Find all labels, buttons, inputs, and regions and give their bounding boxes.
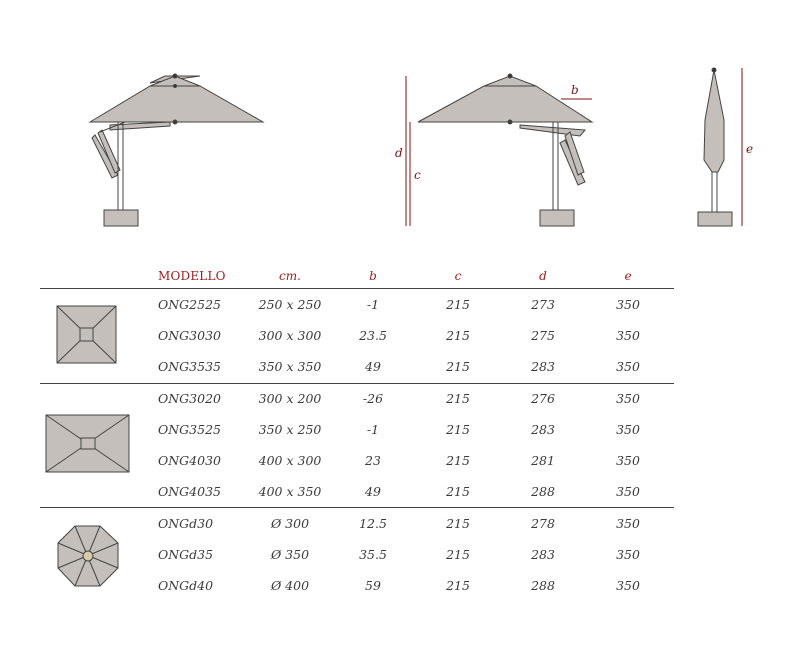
umbrella-side-view-2 [418, 74, 592, 226]
dimension-label-c: c [414, 168, 421, 182]
cell-d: 273 [531, 297, 555, 312]
header-e: e [624, 269, 632, 283]
cell-d: 275 [531, 328, 555, 343]
cell-c: 215 [446, 453, 470, 468]
cell-b: -26 [362, 391, 384, 406]
header-modello: MODELLO [158, 269, 226, 283]
cell-d: 278 [531, 516, 555, 531]
cell-c: 215 [446, 391, 470, 406]
umbrella-closed-view [698, 68, 732, 226]
cell-e: 350 [616, 453, 640, 468]
cell-b: 12.5 [359, 516, 387, 531]
cell-b: -1 [366, 422, 380, 437]
cell-e: 350 [616, 328, 640, 343]
header-b: b [369, 269, 377, 283]
dimension-label-d: d [395, 146, 403, 160]
cell-model: ONG3535 [158, 359, 221, 374]
cell-c: 215 [446, 422, 470, 437]
umbrella-side-view-1 [90, 74, 263, 226]
cell-d: 276 [531, 391, 555, 406]
table-row [0, 484, 800, 504]
cell-d: 288 [531, 578, 555, 593]
cell-model: ONG3020 [158, 391, 221, 406]
cell-d: 288 [531, 484, 555, 499]
square-canopy-icon [56, 305, 118, 365]
cell-e: 350 [616, 516, 640, 531]
cell-e: 350 [616, 422, 640, 437]
cell-model: ONG2525 [158, 297, 221, 312]
cell-model: ONGd30 [158, 516, 214, 531]
table-rule-group-2 [40, 383, 674, 384]
cell-c: 215 [446, 516, 470, 531]
table-row [0, 547, 800, 567]
cell-b: 23 [365, 453, 381, 468]
cell-model: ONG3525 [158, 422, 221, 437]
dimension-label-b: b [571, 83, 579, 97]
cell-size: 400 x 300 [258, 453, 322, 468]
cell-model: ONGd35 [158, 547, 214, 562]
cell-e: 350 [616, 578, 640, 593]
cell-b: -1 [366, 297, 380, 312]
cell-e: 350 [616, 484, 640, 499]
table-row [0, 328, 800, 348]
cell-model: ONGd40 [158, 578, 214, 593]
cell-model: ONG4035 [158, 484, 221, 499]
table-row [0, 391, 800, 411]
cell-c: 215 [446, 328, 470, 343]
cell-b: 49 [365, 484, 381, 499]
cell-b: 59 [365, 578, 381, 593]
rectangular-canopy-icon [45, 414, 131, 474]
cell-size: 300 x 300 [258, 328, 322, 343]
table-row [0, 578, 800, 598]
spec-table-header [0, 269, 800, 289]
table-row [0, 297, 800, 317]
cell-b: 49 [365, 359, 381, 374]
cell-b: 23.5 [359, 328, 387, 343]
cell-e: 350 [616, 391, 640, 406]
cell-c: 215 [446, 297, 470, 312]
cell-d: 283 [531, 422, 555, 437]
cell-d: 281 [531, 453, 555, 468]
cell-size: Ø 400 [270, 578, 310, 593]
cell-model: ONG3030 [158, 328, 221, 343]
cell-e: 350 [616, 547, 640, 562]
dimension-label-e: e [746, 142, 754, 156]
cell-e: 350 [616, 359, 640, 374]
dimension-lines-dc [406, 76, 410, 226]
cell-d: 283 [531, 359, 555, 374]
table-row [0, 516, 800, 536]
cell-size: 300 x 200 [258, 391, 322, 406]
cell-d: 283 [531, 547, 555, 562]
cell-c: 215 [446, 359, 470, 374]
cell-b: 35.5 [359, 547, 387, 562]
table-rule-top [40, 288, 674, 289]
umbrella-diagrams [0, 0, 800, 240]
table-row [0, 359, 800, 379]
cell-size: 250 x 250 [258, 297, 322, 312]
cell-model: ONG4030 [158, 453, 221, 468]
table-rule-group-3 [40, 507, 674, 508]
header-d: d [539, 269, 547, 283]
cell-size: Ø 300 [270, 516, 310, 531]
header-c: c [454, 269, 462, 283]
cell-c: 215 [446, 578, 470, 593]
cell-e: 350 [616, 297, 640, 312]
header-cm: cm. [279, 269, 301, 283]
cell-size: 350 x 250 [258, 422, 322, 437]
cell-c: 215 [446, 484, 470, 499]
cell-size: Ø 350 [270, 547, 310, 562]
cell-size: 400 x 350 [258, 484, 322, 499]
cell-c: 215 [446, 547, 470, 562]
octagonal-canopy-icon [57, 525, 119, 587]
cell-size: 350 x 350 [258, 359, 322, 374]
